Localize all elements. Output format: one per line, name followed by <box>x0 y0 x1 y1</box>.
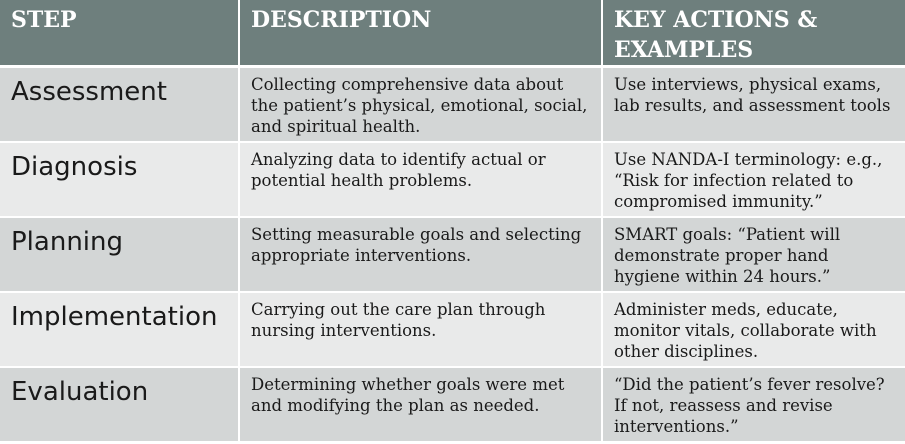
table-row <box>0 142 905 217</box>
description-cell: Analyzing data to identify actual or potential health problems. <box>239 142 602 217</box>
header-step: STEP <box>0 0 239 67</box>
step-cell: Evaluation <box>0 367 239 442</box>
key-actions-cell: Administer meds, educate, monitor vitals, collaborate with other disciplines. <box>602 292 905 367</box>
header-key-actions: KEY ACTIONS & EXAMPLES <box>602 0 905 67</box>
table-row <box>0 217 905 292</box>
table-row <box>0 67 905 142</box>
description-cell: Carrying out the care plan through nursing interventions. <box>239 292 602 367</box>
step-cell: Implementation <box>0 292 239 367</box>
description-cell: Collecting comprehensive data about the patient’s physical, emotional, social, and spiritual health. <box>239 67 602 142</box>
step-cell: Planning <box>0 217 239 292</box>
table-header <box>0 0 905 67</box>
step-cell: Assessment <box>0 67 239 142</box>
table-row <box>0 292 905 367</box>
header-description: DESCRIPTION <box>239 0 602 67</box>
table-body <box>0 67 905 442</box>
step-cell: Diagnosis <box>0 142 239 217</box>
key-actions-cell: Use NANDA-I terminology: e.g., “Risk for infection related to compromised immunity.” <box>602 142 905 217</box>
key-actions-cell: Use interviews, physical exams, lab results, and assessment tools <box>602 67 905 142</box>
key-actions-cell: SMART goals: “Patient will demonstrate proper hand hygiene within 24 hours.” <box>602 217 905 292</box>
header-row <box>0 0 905 67</box>
key-actions-cell: “Did the patient’s fever resolve? If not, reassess and revise interventions.” <box>602 367 905 442</box>
description-cell: Determining whether goals were met and modifying the plan as needed. <box>239 367 602 442</box>
description-cell: Setting measurable goals and selecting appropriate interventions. <box>239 217 602 292</box>
table-row <box>0 367 905 442</box>
